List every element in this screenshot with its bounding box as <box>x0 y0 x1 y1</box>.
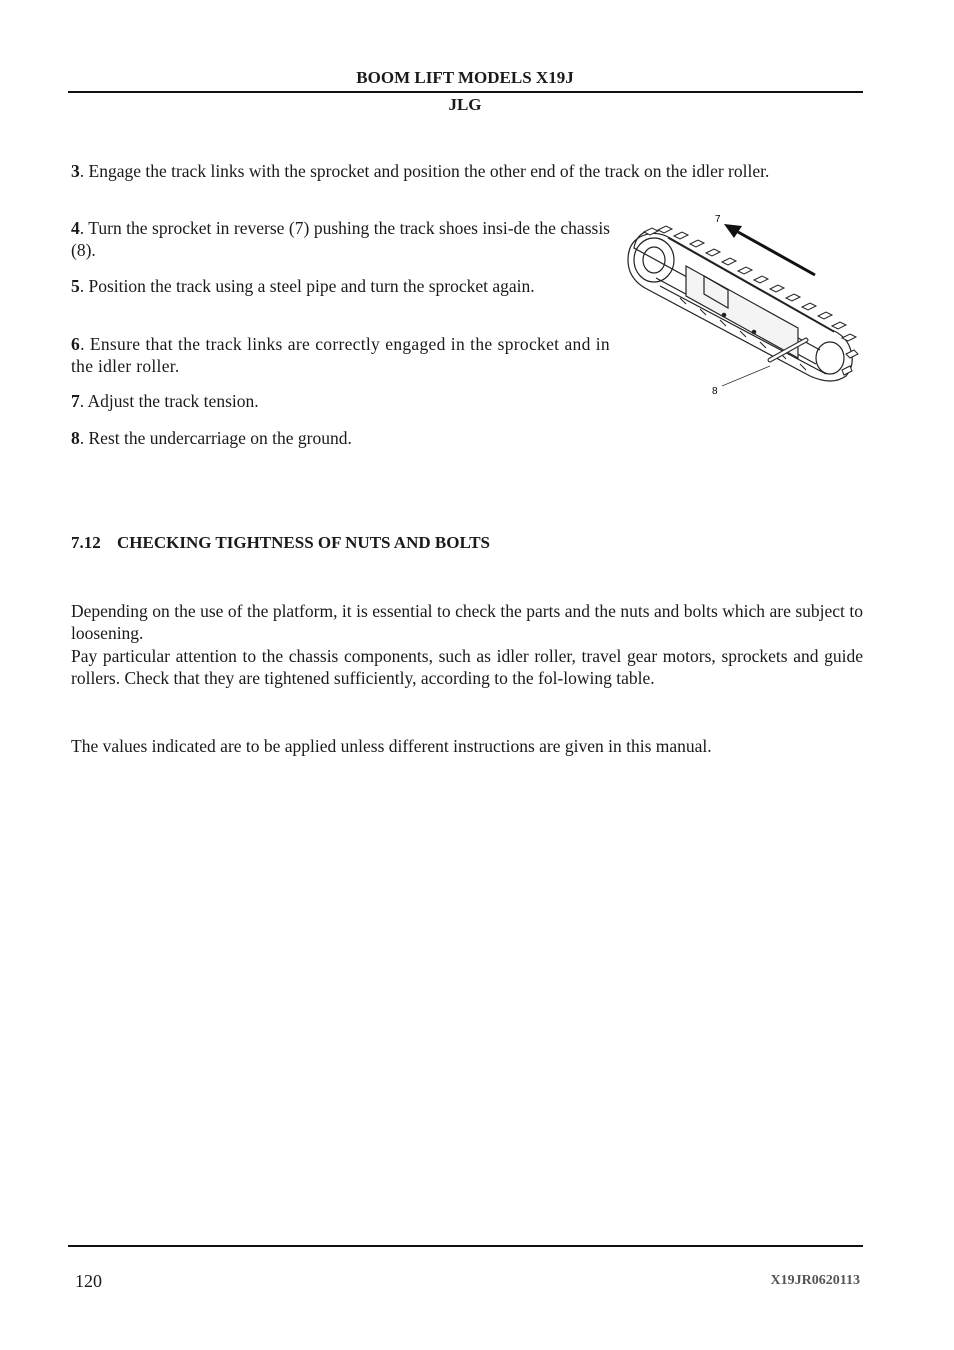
page-header-brand: JLG <box>448 95 482 114</box>
figure-label-8: 8 <box>712 386 718 397</box>
page-number: 120 <box>75 1271 102 1291</box>
section-heading <box>71 533 490 553</box>
step-text: . Position the track using a steel pipe and turn the sprocket again. <box>79 276 535 296</box>
page-header-title: BOOM LIFT MODELS X19J <box>356 68 574 87</box>
step-text: . Adjust the track tension. <box>79 391 259 411</box>
section-number: 7.12 <box>71 533 101 552</box>
step-8 <box>71 427 610 449</box>
step-5 <box>71 275 610 297</box>
step-text: . Rest the undercarriage on the ground. <box>79 428 352 448</box>
body-paragraph-3: The values indicated are to be applied unless different instructions are given in this manual. <box>71 736 712 756</box>
step-number: 7 <box>71 391 80 411</box>
step-number: 8 <box>71 428 80 448</box>
body-paragraph-2: Pay particular attention to the chassis components, such as idler roller, travel gear motors, sprockets and guide rollers. Check that they are tightened sufficiently, according to the fol-lowing table. <box>71 646 863 688</box>
section-title: CHECKING TIGHTNESS OF NUTS AND BOLTS <box>117 533 491 552</box>
step-7 <box>71 390 610 412</box>
step-number: 4 <box>71 218 80 238</box>
step-number: 6 <box>71 334 81 354</box>
step-number: 3 <box>71 161 80 181</box>
step-number: 5 <box>71 276 80 296</box>
step-text: . Engage the track links with the sprocket and position the other end of the track on the idler roller. <box>79 161 770 181</box>
figure-label-7: 7 <box>715 214 721 225</box>
step-text: . Turn the sprocket in reverse (7) pushing the track shoes insi-de the chassis (8). <box>71 218 610 260</box>
track-undercarriage-illustration <box>620 208 865 403</box>
footer-rule <box>68 1245 863 1247</box>
step-6 <box>71 333 610 377</box>
step-text: . Ensure that the track links are correctly engaged in the sprocket and in the idler roller. <box>71 334 610 376</box>
step-3 <box>71 160 863 182</box>
track-installation-figure <box>620 208 865 403</box>
body-paragraph-1: Depending on the use of the platform, it is essential to check the parts and the nuts and bolts which are subject to loosening. <box>71 601 863 643</box>
step-4 <box>71 217 610 261</box>
document-code: X19JR0620113 <box>770 1273 860 1288</box>
header-rule <box>68 91 863 93</box>
